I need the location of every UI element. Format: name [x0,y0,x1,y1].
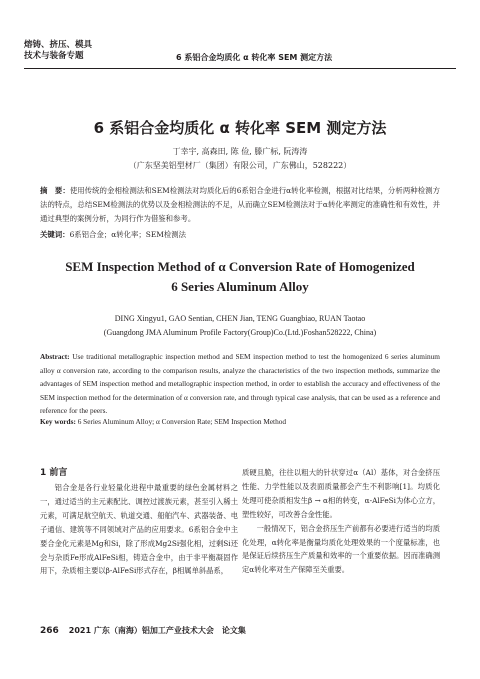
body-paragraph: 质硬且脆，往往以粗大的针状穿过α（Al）基体，对合金挤压性能、力学性能以及表面质量都会产生不利影响[1]。均质化处理可使杂质相发生β → α相的转变，α-AlFeSi为体心立方，塑性较好，可改善合金性能。 [242,468,440,519]
proceedings-title: 2021 广东（南海）铝加工产业技术大会 论文集 [68,626,246,635]
cn-keywords-text: 6系铝合金；α转化率；SEM检测法 [69,230,186,239]
cn-keywords-label: 关键词： [40,230,70,239]
body-column-left [40,466,238,578]
section-heading: 1 前言 [40,468,68,478]
en-title-line-1: SEM Inspection Method of α Conversion Rate of Homogenized [65,259,415,274]
running-title: 6 系铝合金均质化 α 转化率 SEM 测定方法 [176,53,333,62]
en-title-line-2: 6 Series Aluminum Alloy [171,279,309,294]
cn-abstract [40,184,440,226]
cn-title: 6 系铝合金均质化 α 转化率 SEM 测定方法 [93,119,387,137]
body-paragraph: 一般情况下，铝合金挤压生产前都有必要进行适当的均质化处理，α转化率是衡量均质化处理效果的一个度量标准，也是保证后续挤压生产质量和效率的一个重要依据。因而准确测定α转化率对生产保障至关重要。 [242,523,440,575]
cn-authors: 丁幸宇, 高森田, 陈 俭, 滕广标, 阮涛涛 [172,147,308,156]
en-keywords-label: Key words: [40,417,76,426]
en-abstract-label: Abstract: [40,352,70,361]
en-affiliation: (Guangdong JMA Aluminum Profile Factory(Group)Co.(Ltd.)Foshan528222, China) [103,328,377,337]
page-footer [40,625,246,636]
en-abstract-text: Use traditional metallographic inspection method and SEM inspection method to test the homogenized 6 series aluminum alloy α conversion rate, according to the comparison results, analyze the characteristics of the two inspection methods, summarize the advantages of SEM inspection method and metallographic inspection method, in order to establish the accuracy and effectiveness of the SEM inspection method for the determination of α conversion rate, and through typical case analysis, that can be used as a reference and reference for the peers. [40,352,440,416]
page-number: 266 [40,626,59,636]
en-keywords-text: 6 Series Aluminum Alloy; α Conversion Rate; SEM Inspection Method [75,417,287,426]
cn-affiliation: （广东坚美铝型材厂（集团）有限公司，广东佛山，528222） [128,161,352,170]
en-abstract [40,350,440,418]
cn-keywords [40,229,440,240]
header-rule [24,68,456,69]
en-title [0,257,480,297]
section-line-1: 熔铸、挤压、模具 [24,40,93,50]
en-keywords [40,417,440,426]
section-line-2: 技术与装备专题 [24,51,84,61]
body-column-right [242,466,440,577]
cn-abstract-text: 使用传统的金相检测法和SEM检测法对均质化后的6系铝合金进行α转化率检测，根据对比结果，分析两种检测方法的特点，总结SEM检测法的优势以及金相检测法的不足，从而确立SEM检测法对于α转化率测定的准确性和有效性，并通过典型的案例分析，为同行作为借鉴和参考。 [40,186,440,223]
journal-section-label [24,40,92,62]
cn-abstract-label: 摘 要： [40,186,70,195]
body-paragraph: 铝合金是各行业轻量化进程中最重要的绿色金属材料之一，通过适当的主元素配比、调控过渡族元素，甚至引入稀土元素，可满足航空航天、轨道交通、船舶汽车、武器装备、电子通信、建筑等不同领域对产品的应用要求。6系铝合金中主要合金化元素是Mg和Si，除了形成Mg2Si强化相，过剩Si还会与杂质Fe形成AlFeSi相，铸造合金中，由于非平衡凝固作用下，杂质相主要以β-AlFeSi形式存在，β相属单斜晶系， [40,483,238,576]
en-authors: DING Xingyu1, GAO Sentian, CHEN Jian, TENG Guangbiao, RUAN Taotao [114,314,366,323]
